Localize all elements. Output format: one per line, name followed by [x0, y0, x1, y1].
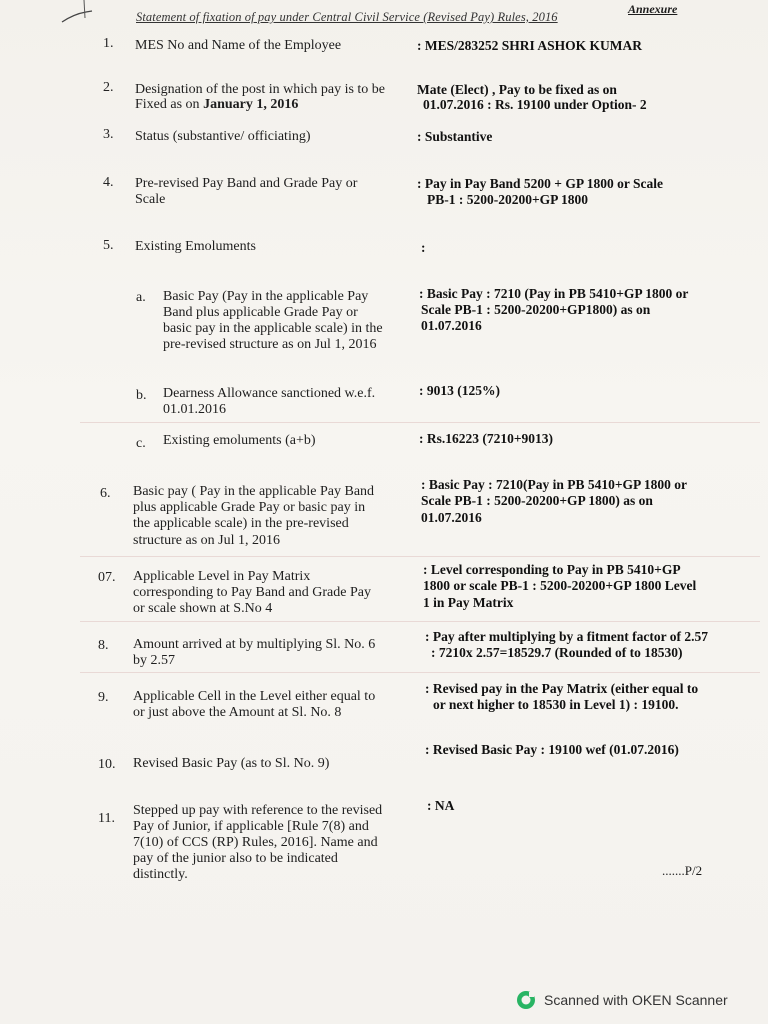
row-number: 07. [98, 570, 116, 585]
row-value: Mate (Elect) , Pay to be fixed as on [417, 82, 617, 97]
row-number: 6. [100, 486, 111, 501]
row-label: Band plus applicable Grade Pay or [163, 305, 358, 320]
row-number: 5. [103, 238, 114, 253]
row-value: 01.07.2016 : Rs. 19100 under Option- 2 [423, 97, 647, 112]
row-label: Scale [135, 192, 166, 207]
row-label: or scale shown at S.No 4 [133, 601, 273, 616]
row-value: : MES/283252 SHRI ASHOK KUMAR [417, 38, 643, 53]
scanner-watermark [516, 990, 728, 1010]
divider [80, 621, 760, 622]
row-label: plus applicable Grade Pay or basic pay in [133, 500, 366, 515]
row-label: Pre-revised Pay Band and Grade Pay or [135, 176, 358, 191]
row-label: Dearness Allowance sanctioned w.e.f. [163, 386, 376, 401]
row-label: Applicable Level in Pay Matrix [133, 569, 311, 584]
row-value: : NA [427, 798, 455, 813]
row-value: : Basic Pay : 7210(Pay in PB 5410+GP 1800 or [421, 477, 688, 492]
row-label: Amount arrived at by multiplying Sl. No. 6 [133, 637, 376, 652]
row-number: 10. [98, 757, 116, 772]
row-label: structure as on Jul 1, 2016 [133, 533, 280, 548]
row-label: Stepped up pay with reference to the revised [133, 803, 383, 818]
row-value: : Basic Pay : 7210 (Pay in PB 5410+GP 1800 or [419, 286, 689, 301]
row-label: Existing Emoluments [135, 239, 256, 254]
oken-scanner-logo-icon [516, 990, 536, 1010]
row-number: 9. [98, 690, 109, 705]
row-label: Pay of Junior, if applicable [Rule 7(8) and [133, 819, 369, 834]
row-value: : Pay after multiplying by a fitment factor of 2.57 [425, 629, 708, 644]
row-subletter: b. [136, 388, 147, 403]
row-label: the applicable scale) in the pre-revised [133, 516, 349, 531]
row-value: Scale PB-1 : 5200-20200+GP 1800) as on [421, 493, 653, 508]
row-value: 01.07.2016 [421, 318, 482, 333]
row-subletter: a. [136, 290, 146, 305]
row-label: or just above the Amount at Sl. No. 8 [133, 705, 342, 720]
row-value: or next higher to 18530 in Level 1) : 19100. [433, 697, 679, 712]
row-label: 7(10) of CCS (RP) Rules, 2016]. Name and [133, 835, 378, 850]
row-value: : Pay in Pay Band 5200 + GP 1800 or Scale [417, 176, 663, 191]
row-label: distinctly. [133, 867, 188, 882]
row-number: 4. [103, 175, 114, 190]
annexure-label: Annexure [628, 2, 678, 16]
row-label: by 2.57 [133, 653, 175, 668]
row-label: Revised Basic Pay (as to Sl. No. 9) [133, 756, 330, 771]
row-label: Applicable Cell in the Level either equal to [133, 689, 376, 704]
scanner-text: Scanned with OKEN Scanner [544, 992, 728, 1008]
row-value: 1800 or scale PB-1 : 5200-20200+GP 1800 Level [423, 578, 697, 593]
row-label: Designation of the post in which pay is to be [135, 82, 386, 97]
divider [80, 422, 760, 423]
row-label: Existing emoluments (a+b) [163, 433, 316, 448]
row-label: 01.01.2016 [163, 402, 226, 417]
row-value: : Rs.16223 (7210+9013) [419, 431, 554, 446]
row-value: : Substantive [417, 129, 493, 144]
row-value: : [421, 240, 426, 255]
row-label: MES No and Name of the Employee [135, 38, 342, 53]
row-label: pay of the junior also to be indicated [133, 851, 338, 866]
row-label: corresponding to Pay Band and Grade Pay [133, 585, 371, 600]
divider [80, 556, 760, 557]
page-reference: .......P/2 [662, 863, 703, 878]
row-subletter: c. [136, 436, 146, 451]
row-value: Scale PB-1 : 5200-20200+GP1800) as on [421, 302, 651, 317]
divider [80, 672, 760, 673]
row-value: : 7210x 2.57=18529.7 (Rounded of to 18530) [431, 645, 683, 660]
row-number: 1. [103, 36, 114, 51]
row-value: 1 in Pay Matrix [423, 595, 514, 610]
row-number: 8. [98, 638, 109, 653]
row-number: 2. [103, 80, 114, 95]
row-value: : Revised Basic Pay : 19100 wef (01.07.2016) [425, 742, 679, 757]
row-label: basic pay in the applicable scale) in the [163, 321, 383, 336]
document-title: Statement of fixation of pay under Central Civil Service (Revised Pay) Rules, 2016 [136, 10, 558, 24]
row-label: Basic pay ( Pay in the applicable Pay Band [133, 484, 375, 499]
pen-mark-icon [60, 0, 100, 30]
row-number: 3. [103, 127, 114, 142]
row-number: 11. [98, 811, 115, 826]
row-label: pre-revised structure as on Jul 1, 2016 [163, 337, 377, 352]
row-value: 01.07.2016 [421, 510, 482, 525]
row-label: Status (substantive/ officiating) [135, 129, 311, 144]
row-label: Fixed as on January 1, 2016 [135, 97, 299, 112]
row-value: : 9013 (125%) [419, 383, 500, 398]
row-label: Basic Pay (Pay in the applicable Pay [163, 289, 369, 304]
row-value: PB-1 : 5200-20200+GP 1800 [427, 192, 589, 207]
row-value: : Revised pay in the Pay Matrix (either equal to [425, 681, 699, 696]
row-value: : Level corresponding to Pay in PB 5410+GP [423, 562, 681, 577]
